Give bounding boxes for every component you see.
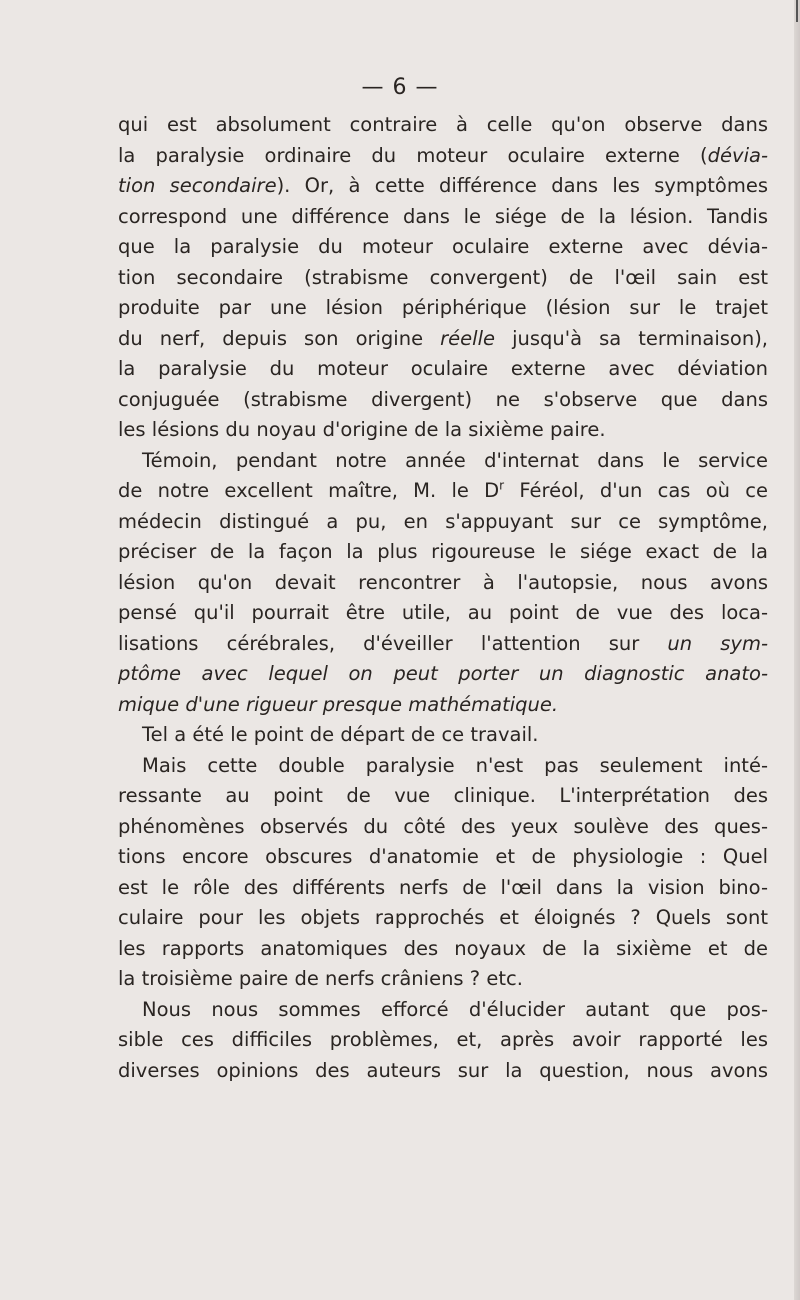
text-line: la paralysie ordinaire du moteur oculaire externe (dévia- bbox=[118, 143, 768, 167]
page-edge-mark bbox=[796, 0, 798, 22]
text-line: ressante au point de vue clinique. L'interprétation des bbox=[118, 784, 768, 807]
text-line: tions encore obscures d'anatomie et de physiologie : Quel bbox=[118, 845, 768, 868]
text-line: pensé qu'il pourrait être utile, au point de vue des loca- bbox=[118, 601, 768, 624]
text-line: médecin distingué a pu, en s'appuyant sur ce symptôme, bbox=[118, 509, 768, 533]
text-line: Nous nous sommes efforcé d'élucider autant que pos- bbox=[142, 997, 768, 1021]
text-line: lisations cérébrales, d'éveiller l'attention sur un sym- bbox=[118, 631, 768, 655]
text-line: du nerf, depuis son origine réelle jusqu'à sa terminaison), bbox=[118, 326, 768, 350]
text-line: tion secondaire (strabisme convergent) de l'œil sain est bbox=[118, 265, 768, 289]
text-line: Tel a été le point de départ de ce travail. bbox=[142, 723, 539, 746]
text-line: conjuguée (strabisme divergent) ne s'observe que dans bbox=[118, 387, 768, 411]
text-line: diverses opinions des auteurs sur la question, nous avons bbox=[118, 1058, 768, 1082]
text-line: Mais cette double paralysie n'est pas seulement inté- bbox=[142, 753, 768, 777]
text-line: que la paralysie du moteur oculaire externe avec dévia- bbox=[118, 235, 768, 258]
text-line: qui est absolument contraire à celle qu'on observe dans bbox=[118, 113, 768, 136]
text-line: les lésions du noyau d'origine de la sixième paire. bbox=[118, 418, 606, 441]
text-line: les rapports anatomiques des noyaux de la sixième et de bbox=[118, 936, 768, 960]
text-line: tion secondaire). Or, à cette différence dans les symptômes bbox=[118, 174, 769, 197]
text-line: phénomènes observés du côté des yeux soulève des ques- bbox=[118, 814, 768, 838]
text-line: Témoin, pendant notre année d'internat dans le service bbox=[142, 448, 768, 472]
text-line: sible ces difficiles problèmes, et, après avoir rapporté les bbox=[118, 1028, 768, 1051]
text-line: ptôme avec lequel on peut porter un diagnostic anato- bbox=[118, 662, 768, 685]
text-line: la troisième paire de nerfs crâniens ? etc. bbox=[118, 967, 523, 990]
text-line: est le rôle des différents nerfs de l'œil dans la vision bino- bbox=[118, 875, 768, 899]
text-line: culaire pour les objets rapprochés et éloignés ? Quels sont bbox=[118, 906, 768, 929]
body-text bbox=[118, 110, 768, 1086]
text-line: la paralysie du moteur oculaire externe avec déviation bbox=[118, 357, 768, 380]
text-line: correspond une différence dans le siége de la lésion. Tandis bbox=[118, 204, 768, 228]
text-line: lésion qu'on devait rencontrer à l'autopsie, nous avons bbox=[118, 570, 768, 594]
text-line: préciser de la façon la plus rigoureuse le siége exact de la bbox=[118, 540, 768, 563]
page-number: — 6 — bbox=[361, 75, 439, 100]
text-line: mique d'une rigueur presque mathématique. bbox=[118, 692, 559, 716]
text-line: produite par une lésion périphérique (lésion sur le trajet bbox=[118, 296, 768, 319]
page-edge bbox=[794, 0, 800, 1300]
text-line: de notre excellent maître, M. le $D^r$ Féréol, d'un cas où ce bbox=[118, 478, 768, 502]
